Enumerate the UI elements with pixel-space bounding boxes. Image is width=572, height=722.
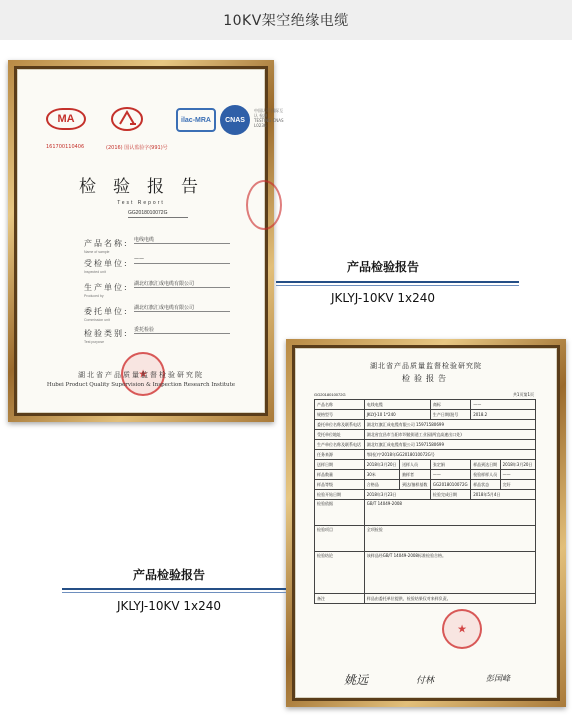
- signature-reviewer: 付林: [416, 676, 435, 686]
- table-row: 检验结论 该样品经GB/T 14049-2008标准检验合格。: [315, 552, 536, 594]
- table-row: 生产单位名称及联系电话 湖北红旗汇成电缆有限公司 15971580699: [315, 440, 536, 450]
- cma-logo: MA: [46, 108, 86, 130]
- caption-rule-thin: [62, 592, 286, 593]
- field-inspected-unit: 受检单位: Inspected unit ——: [84, 258, 244, 274]
- caption-heading: 产品检验报告: [132, 568, 205, 582]
- certificate-cover: [17, 69, 284, 413]
- certificate-cover-frame: [8, 60, 284, 422]
- cnas-text: 中国认可 国际互认 检测 TESTING CNAS L0236: [254, 108, 284, 128]
- table-row: 样品等级 合格品 到达/抽样基数 GG2018010072G 样品状态 完好: [315, 480, 536, 490]
- ilac-logo: ilac-MRA: [176, 108, 216, 132]
- field-commission-unit: 委托单位: Commission unit 湖北红旗汇成电缆有限公司: [84, 306, 244, 322]
- report-number: GG2018010072G: [128, 210, 188, 218]
- certificate-detail: [295, 348, 557, 698]
- institute-name-cn: 湖北省产品质量监督检验研究院: [78, 371, 204, 379]
- table-row: 检验依据 GB/T 14049-2008: [315, 500, 536, 526]
- detail-institute: 湖北省产品质量监督检验研究院: [370, 362, 482, 370]
- table-row: 送样日期 2018年3月20日 送样人员 张定娟 样品到达日期 2018年3月20日: [315, 460, 536, 470]
- caption-model: JKLYJ-10KV 1x240: [330, 291, 436, 305]
- edge-seal-icon: [246, 180, 282, 230]
- report-title: 检验报告: [79, 177, 215, 197]
- signature-approver: 姚远: [344, 673, 369, 687]
- page-title-bar: [0, 0, 572, 40]
- field-test-purpose: 检验类别: Test purpose 委托检验: [84, 328, 244, 344]
- detail-table: [314, 399, 536, 604]
- accreditation-logos: [36, 108, 284, 148]
- detail-page-count: 共1页第1页: [512, 392, 534, 397]
- table-row: 检验项目 全项检验: [315, 526, 536, 552]
- cal-number: (2016) 国认监验字(991)号: [106, 145, 168, 151]
- detail-title: 检验报告: [402, 374, 450, 383]
- page-title: 10KV架空绝缘电缆: [223, 13, 349, 29]
- certificate-detail-frame: [286, 339, 566, 707]
- table-row: 受托单位地址 湖北省宜昌市当阳市坝陵街道工业园(两宜高速出口处): [315, 430, 536, 440]
- caption-rule-thin: [276, 285, 519, 286]
- institute-name-en: Hubei Product Quality Supervision & Inspection Research Institute: [46, 382, 236, 388]
- field-produced-by: 生产单位: Produced by 湖北红旗汇成电缆有限公司: [84, 282, 244, 298]
- table-row: 产品名称 电线电缆 商标 ——: [315, 400, 536, 410]
- signature-inspector: 彭国峰: [486, 674, 510, 683]
- table-row: 委托单位名称及联系电话 湖北红旗汇成电缆有限公司 15971580699: [315, 420, 536, 430]
- cal-logo-icon: [110, 106, 144, 132]
- detail-report-number: GG2018010072G: [314, 392, 346, 397]
- field-product-name: 产品名称: Name of sample 电线电缆: [84, 238, 244, 254]
- official-seal-icon: [442, 609, 482, 649]
- report-subtitle: Test Report: [117, 200, 165, 206]
- table-row: 检验开始日期 2018年3月23日 检验完成日期 2018年5月4日: [315, 490, 536, 500]
- table-row: 样品数量 30米 抽样者 —— 检验样样人员 ——: [315, 470, 536, 480]
- table-row: 备注 样品由委托单位提供，检验结果仅对来样负责。: [315, 594, 536, 604]
- caption-rule: [276, 281, 519, 283]
- table-row: 规格型号 JKLYJ-10 1*240 生产日期/批号 2018.2: [315, 410, 536, 420]
- table-row: 任务来源 鄂(检)字2018年GG2018010072G号: [315, 450, 536, 460]
- cma-number: 161700110406: [46, 144, 85, 150]
- caption-heading: 产品检验报告: [346, 260, 419, 274]
- cnas-logo: CNAS: [220, 105, 250, 135]
- caption-model: JKLYJ-10KV 1x240: [116, 599, 222, 613]
- caption-rule: [62, 588, 286, 590]
